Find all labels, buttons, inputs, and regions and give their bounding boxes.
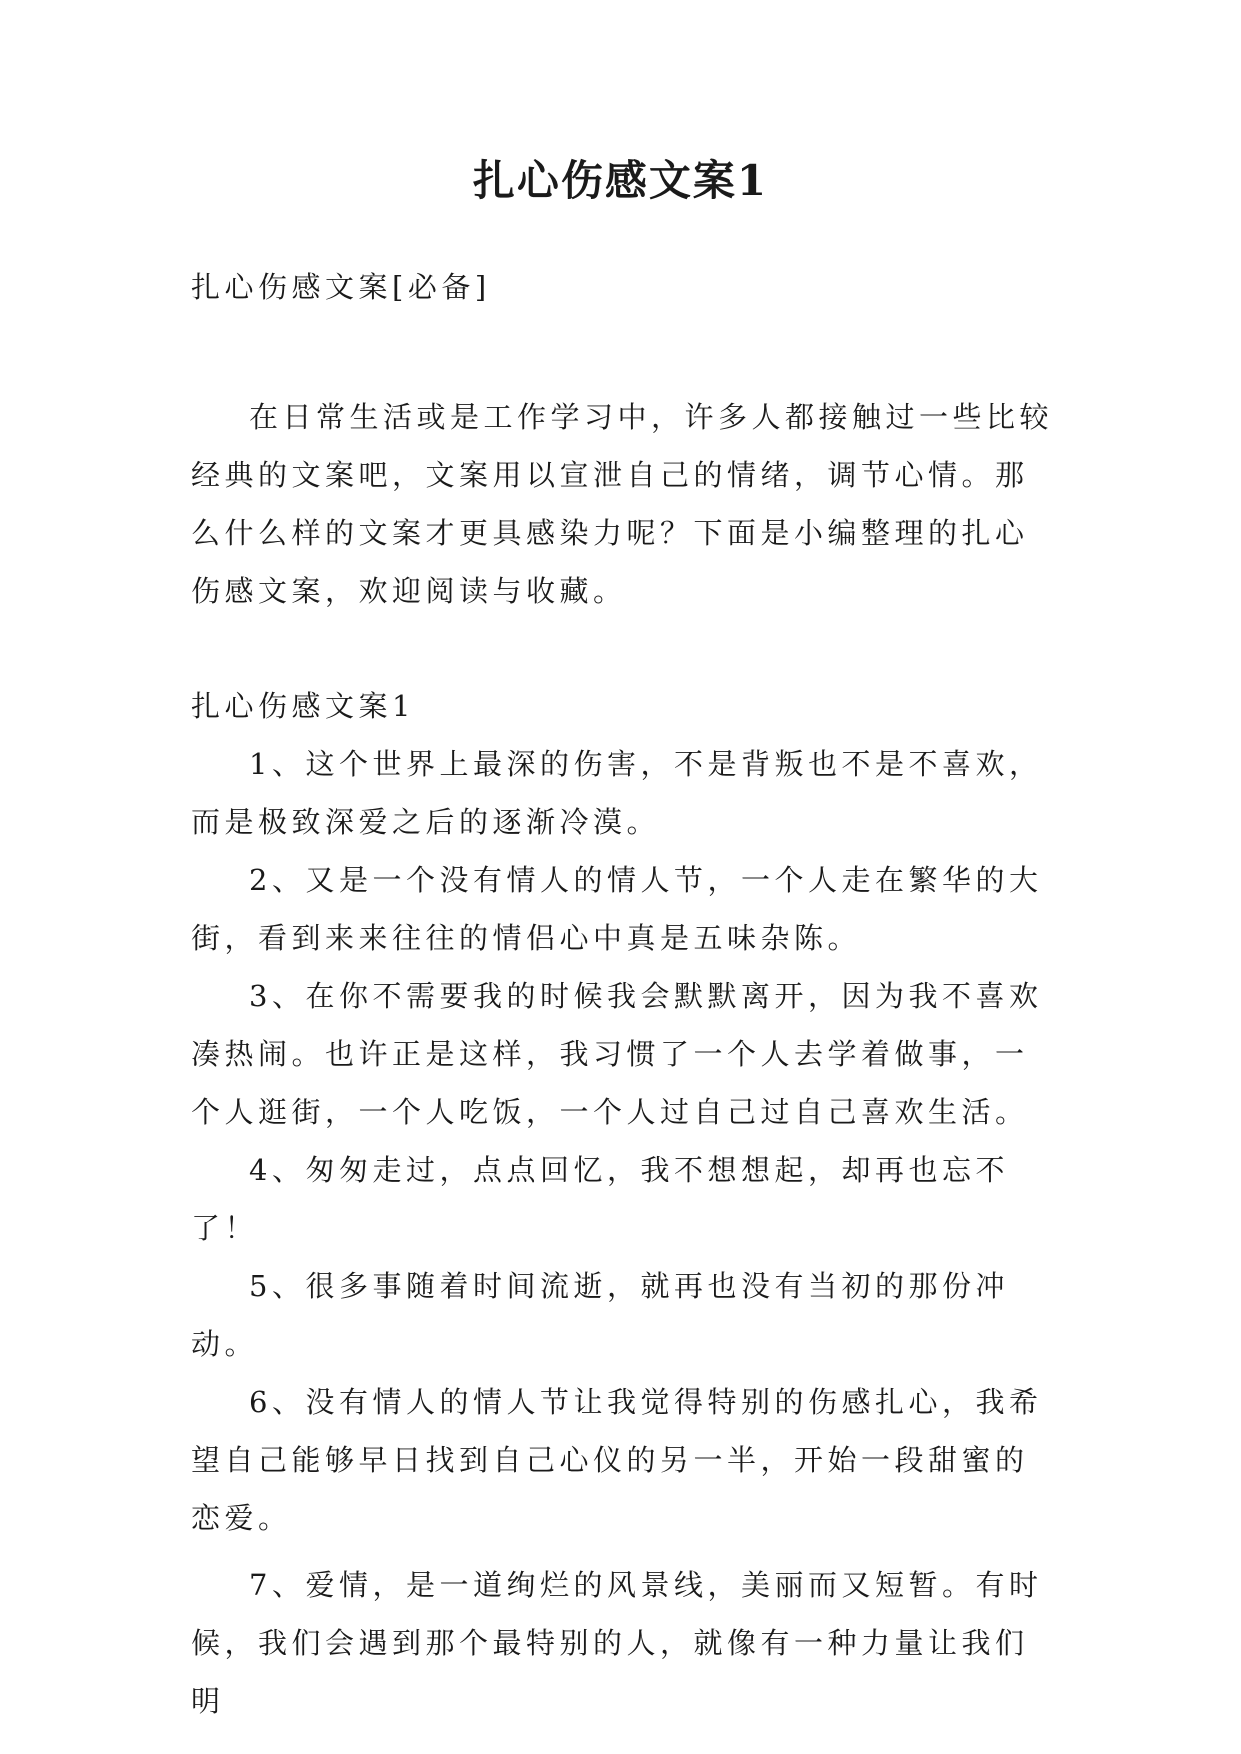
- list-item: 5、很多事随着时间流逝，就再也没有当初的那份冲动。: [191, 1269, 1009, 1361]
- document-body: [191, 258, 1061, 1730]
- list-item: 4、匆匆走过，点点回忆，我不想想起，却再也忘不了！: [191, 1153, 1009, 1245]
- section-heading: 扎心伤感文案1: [191, 689, 415, 723]
- list-item: 3、在你不需要我的时候我会默默离开，因为我不喜欢凑热闹。也许正是这样，我习惯了一个人去学着做事，一个人逛街，一个人吃饭，一个人过自己过自己喜欢生活。: [191, 979, 1043, 1129]
- list-item: 7、爱情，是一道绚烂的风景线，美丽而又短暂。有时候，我们会遇到那个最特别的人，就像有一种力量让我们明: [191, 1568, 1043, 1718]
- intro-paragraph: 在日常生活或是工作学习中，许多人都接触过一些比较经典的文案吧，文案用以宣泄自己的情绪，调节心情。那么什么样的文案才更具感染力呢？下面是小编整理的扎心伤感文案，欢迎阅读与收藏。: [191, 400, 1054, 608]
- list-item: 6、没有情人的情人节让我觉得特别的伤感扎心，我希望自己能够早日找到自己心仪的另一半，开始一段甜蜜的恋爱。: [191, 1385, 1043, 1535]
- list-item: 2、又是一个没有情人的情人节，一个人走在繁华的大街，看到来来往往的情侣心中真是五味杂陈。: [191, 863, 1043, 955]
- list-item: 1、这个世界上最深的伤害，不是背叛也不是不喜欢，而是极致深爱之后的逐渐冷漠。: [191, 747, 1043, 839]
- document-title: 扎心伤感文案1: [472, 156, 769, 205]
- document-subtitle: 扎心伤感文案[必备]: [191, 270, 491, 304]
